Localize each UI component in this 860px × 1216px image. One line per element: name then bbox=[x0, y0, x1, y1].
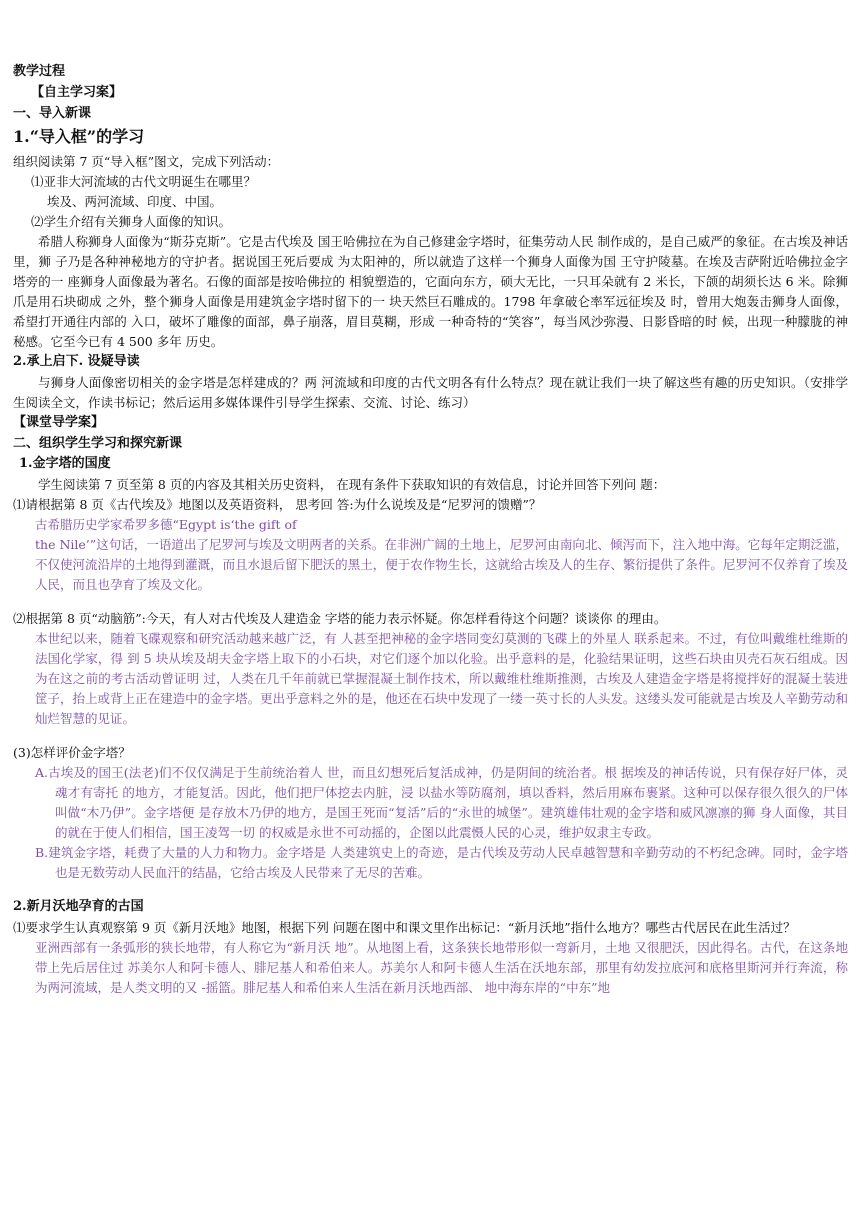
heading-intro-lesson: 一、导入新课 bbox=[13, 105, 92, 121]
pyramid-answer-3a: A.古埃及的国王(法老)们不仅仅满足于生前统治着人 世，而且幻想死后复活成神，仍是阴间的统治者。根 据埃及的神话传说，只有保存好尸体，灵魂才有寄托 的地方，才能复活。因此，他们把尸体挖去内脏，浸 以盐水等防腐剂，填以香料，然后用麻布裹紧。这种可以保存很久很久的尸体叫做“木乃伊”。金字塔便 是存放木乃伊的地方，是国王死而“复活”后的“永世的城堡”。建筑雄伟壮观的金字塔和威风凛凛的狮 身人面像，其目的就在于使人们相信，国王凌驾一切 的权威是永世不可动摇的，企图以此震慑人民的心灵，维护奴隶主专政。 bbox=[35, 765, 848, 841]
heading-pyramid-country: 1.金字塔的国度 bbox=[19, 456, 111, 472]
pyramid-answer-1-line1: 古希腊历史学家希罗多德“Egypt is‘the gift of bbox=[35, 517, 297, 533]
doc-title: 教学过程 bbox=[13, 64, 66, 79]
question-2: ⑵学生介绍有关狮身人面像的知识。 bbox=[31, 213, 232, 229]
intro-instruction: 组织阅读第 7 页“导入框”图文，完成下列活动： bbox=[13, 153, 280, 169]
sphinx-paragraph: 希腊人称狮身人面像为“斯芬克斯”。它是古代埃及 国王哈佛拉在为自己修建金字塔时，征集劳动人民 制作成的，是自己威严的象征。在古埃及神话里，狮 子乃是各种神秘地方的守护者。据说国王死后要成 为太阳神的，所以就造了这样一个狮身人面像为国 王守护陵墓。在埃及吉萨附近哈佛拉金字塔旁的一 座狮身人面像最为著名。石像的面部是按哈佛拉的 相貌塑造的，它面向东方，硕大无比，一只耳朵就有 2 米长，下颌的胡须长达 6 米。除狮爪是用石块砌成 之外，整个狮身人面像是用建筑金字塔时留下的一 块天然巨石雕成的。1798 年拿破仑率军远征埃及 时，曾用大炮轰击狮身人面像，希望打开通往内部的 入口，破坏了雕像的面部，鼻子崩落，眉目莫糊，形成 一种奇特的“笑容”，每当风沙弥漫、日影昏暗的时 候，出现一种朦胧的神秘感。它至今已有 4 500 多年 历史。 bbox=[13, 233, 848, 349]
pyramid-answer-1: the Nile’”这句话，一语道出了尼罗河与埃及文明两者的关系。在非洲广阔的土地上，尼罗河由南向北、倾泻而下，注入地中海。它每年定期泛滥，不仅使河流沿岸的土地得到灌溉，而且水退后留下肥沃的黑土，便于农作物生长，这就给古埃及人的生存、繁衍提供了条件。尼罗河不仅养育了埃及人民，而且也孕育了埃及文化。 bbox=[35, 537, 848, 593]
heading-transition: 2.承上启下. 设疑导读 bbox=[13, 353, 140, 369]
section-tag-self-study: 【自主学习案】 bbox=[31, 84, 123, 100]
question-1: ⑴亚非大河流域的古代文明诞生在哪里？ bbox=[31, 173, 257, 189]
section-tag-classroom: 【课堂导学案】 bbox=[13, 414, 105, 430]
crescent-answer-1: 亚洲西部有一条弧形的狭长地带，有人称它为“新月沃 地”。从地图上看，这条狭长地带形似一弯新月，土地 又很肥沃，因此得名。古代，在这条地带上先后居住过 苏美尔人和阿卡德人、腓尼基人和希伯来人。苏美尔人和阿卡德人生活在沃地东部，那里有幼发拉底河和底格里斯河并行奔流，称为两河流域，是人类文明的又 -摇篮。腓尼基人和希伯来人生活在新月沃地西部、 地中海东岸的“中东”地 bbox=[35, 939, 848, 995]
pyramid-question-3: (3)怎样评价金字塔？ bbox=[13, 745, 131, 761]
pyramid-answer-2: 本世纪以来，随着飞碟观察和研究活动越来越广泛，有 人甚至把神秘的金字塔同变幻莫测的飞碟上的外星人 联系起来。不过，有位叫戴维杜维斯的法国化学家，得 到 5 块从埃及胡夫金字塔上取下的小石块，对它们逐个加以化验。出乎意料的是，化验结果证明，这些石块由贝壳石灰石组成。因为在这之前的考古活动曾证明 过，人类在几千年前就已掌握混凝土制作技术，所以戴维杜维斯推测，古埃及人建造金字塔是将搅拌好的混凝土装进筐子，抬上或背上正在建造中的金字塔。更出乎意料之外的是，他还在石块中发现了一缕一英寸长的人头发。这缕头发可能就是古埃及人辛勤劳动和灿烂智慧的见证。 bbox=[35, 631, 848, 727]
pyramid-instruction: 学生阅读第 7 页至第 8 页的内容及其相关历史资料， 在现有条件下获取知识的有效信息，讨论并回答下列问 题： bbox=[38, 477, 666, 493]
pyramid-question-1: ⑴请根据第 8 页《古代埃及》地图以及英语资料， 思考回 答:为什么说埃及是“尼罗河的馈赠”？ bbox=[13, 497, 542, 513]
crescent-question-1: ⑴要求学生认真观察第 9 页《新月沃地》地图，根据下列 问题在图中和课文里作出标记：“新月沃地”指什么地方？哪些古代居民在此生活过？ bbox=[13, 919, 796, 935]
heading-new-lesson: 二、组织学生学习和探究新课 bbox=[13, 435, 183, 451]
heading-intro-box: 1.“导入框”的学习 bbox=[13, 127, 145, 147]
answer-1: 埃及、两河流域、印度、中国。 bbox=[47, 193, 223, 209]
heading-fertile-crescent: 2.新月沃地孕育的古国 bbox=[13, 899, 144, 915]
pyramid-answer-3b: B.建筑金字塔，耗费了大量的人力和物力。金字塔是 人类建筑史上的奇迹，是古代埃及劳动人民卓越智慧和辛勤劳动的不朽纪念碑。同时，金字塔也是无数劳动人民血汗的结晶，它给古埃及人民带来了无尽的苦难。 bbox=[35, 845, 848, 881]
transition-paragraph: 与狮身人面像密切相关的金字塔是怎样建成的？两 河流域和印度的古代文明各有什么特点？现在就让我们一块了解这些有趣的历史知识。（安排学生阅读全文，作读书标记；然后运用多媒体课件引导学生探索、交流、讨论、练习） bbox=[13, 374, 848, 410]
pyramid-question-2: ⑵根据第 8 页“动脑筋”:今天，有人对古代埃及人建造金 字塔的能力表示怀疑。你怎样看待这个问题？谈谈你 的理由。 bbox=[13, 611, 667, 627]
